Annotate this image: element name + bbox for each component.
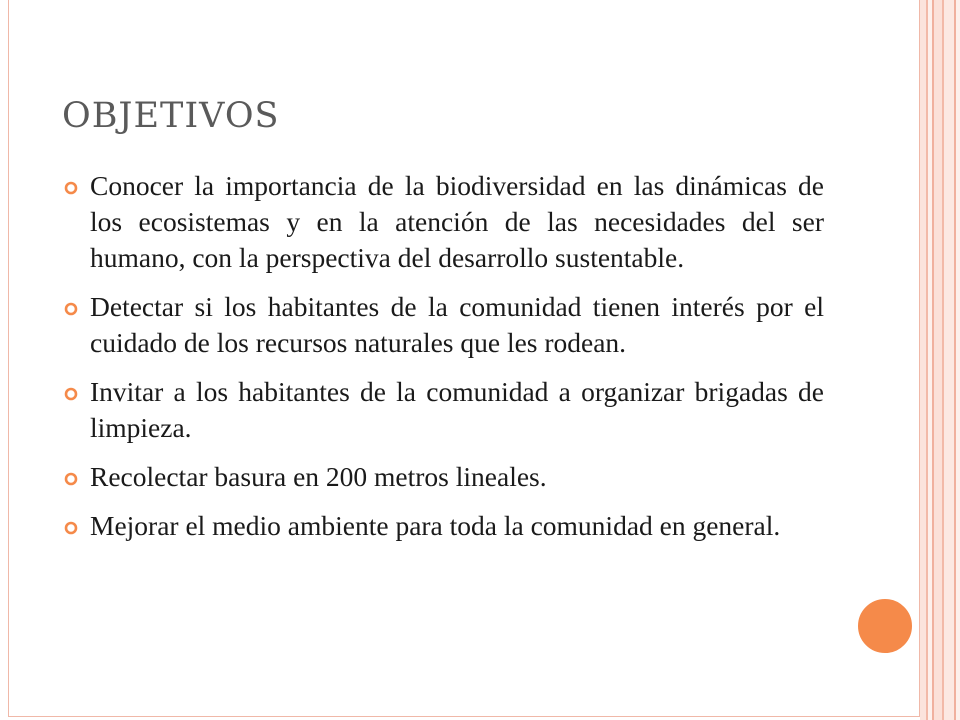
decor-stripe	[956, 0, 960, 720]
bullet-list	[64, 168, 824, 557]
ring-bullet-icon	[64, 472, 78, 486]
ring-bullet-icon	[64, 387, 78, 401]
bullet-item	[64, 374, 824, 446]
bullet-text: Conocer la importancia de la biodiversidad en las dinámicas de los ecosistemas y en la atención de las necesidades del ser humano, con la perspectiva del desarrollo sustentable.	[90, 170, 824, 273]
bullet-item	[64, 289, 824, 361]
bullet-item	[64, 508, 824, 544]
bullet-item	[64, 168, 824, 276]
bullet-text: Detectar si los habitantes de la comunidad tienen interés por el cuidado de los recursos naturales que les rodean.	[90, 291, 824, 358]
bullet-item	[64, 459, 824, 495]
bullet-text: Mejorar el medio ambiente para toda la comunidad en general.	[90, 510, 781, 541]
ring-bullet-icon	[64, 521, 78, 535]
decor-stripe	[934, 0, 942, 720]
bullet-text: Recolectar basura en 200 metros lineales.	[90, 461, 547, 492]
decor-orange-circle	[856, 597, 914, 655]
slide-title: OBJETIVOS	[62, 96, 280, 136]
ring-bullet-icon	[64, 302, 78, 316]
decor-stripe	[944, 0, 954, 720]
bullet-text: Invitar a los habitantes de la comunidad a organizar brigadas de limpieza.	[90, 376, 824, 443]
ring-bullet-icon	[64, 181, 78, 195]
